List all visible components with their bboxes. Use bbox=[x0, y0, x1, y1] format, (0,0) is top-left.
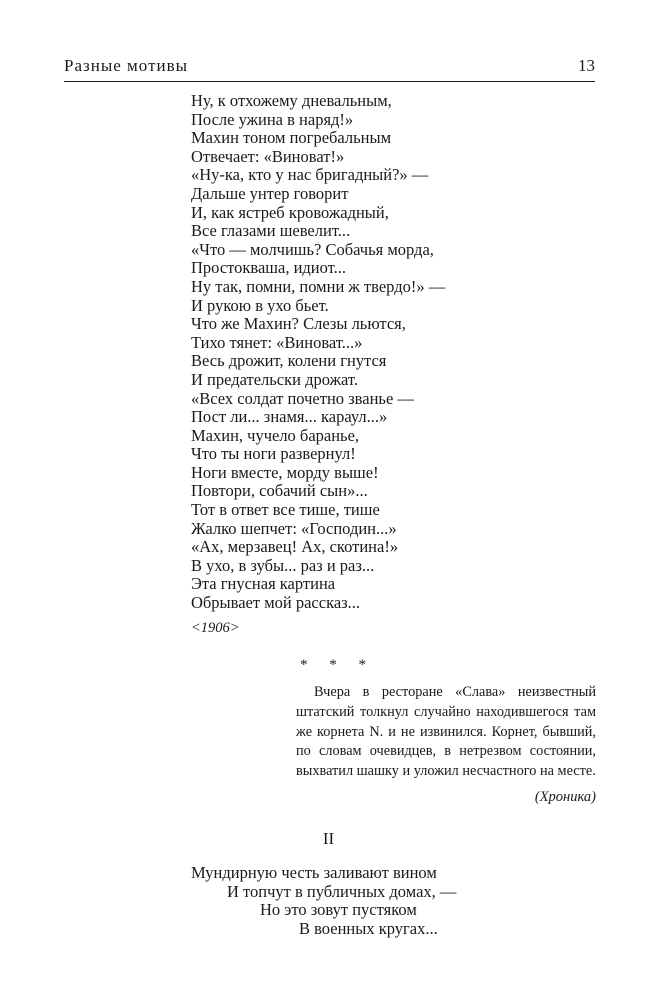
poem-line: Весь дрожит, колени гнутся bbox=[191, 351, 387, 371]
poem-line: Простокваша, идиот... bbox=[191, 258, 347, 278]
poem-line: Махин, чучело баранье, bbox=[191, 425, 360, 445]
poem-line: Мундирную честь заливают вином bbox=[191, 863, 437, 882]
poem-line: Что ты ноги развернул! bbox=[191, 444, 356, 464]
page-number: 13 bbox=[578, 56, 595, 75]
poem-line: В военных кругах... bbox=[299, 918, 438, 938]
poem-line: Повтори, собачий сын»... bbox=[191, 481, 368, 501]
page-header bbox=[64, 56, 595, 80]
poem-line: И, как ястреб кровожадный, bbox=[191, 202, 389, 222]
poem-line: «Что — молчишь? Собачья морда, bbox=[191, 239, 434, 259]
poem-line: И предательски дрожат. bbox=[191, 369, 358, 389]
second-poem bbox=[191, 864, 456, 938]
poem-line: После ужина в наряд!» bbox=[191, 109, 354, 129]
poem-line: Тот в ответ все тише, тише bbox=[191, 500, 380, 520]
poem-line: Что же Махин? Слезы льются, bbox=[191, 314, 406, 334]
section-asterisks: * * * bbox=[300, 657, 375, 673]
poem-line: Отвечает: «Виноват!» bbox=[191, 146, 345, 166]
poem-line: Ноги вместе, морду выше! bbox=[191, 462, 379, 482]
epigraph-source: (Хроника) bbox=[534, 789, 596, 805]
running-title: Разные мотивы bbox=[64, 56, 189, 75]
poem-line: Тихо тянет: «Виноват...» bbox=[191, 332, 363, 352]
epigraph-text: Вчера в ресторане «Слава» неизвестный штатский толкнул случайно находившегося там же корнета N. и не извинился. Корнет, бывший, по словам очевидцев, в нетрезвом состоянии, выхватил шашку и уложил несчастного на месте. bbox=[296, 684, 596, 780]
poem-line: «Всех солдат почетно званье — bbox=[191, 388, 414, 408]
poem-line: Но это зовут пустяком bbox=[260, 900, 417, 920]
poem-line: Пост ли... знамя... караул...» bbox=[191, 407, 388, 427]
poem-line: Ну, к отхожему дневальным, bbox=[191, 91, 392, 110]
poem-line: Жалко шепчет: «Господин...» bbox=[191, 518, 397, 538]
poem bbox=[191, 92, 445, 613]
poem-line: Ну так, помни, помни ж твердо!» — bbox=[191, 276, 446, 296]
poem-line: И рукою в ухо бьет. bbox=[191, 295, 329, 315]
poem-line: В ухо, в зубы... раз и раз... bbox=[191, 555, 375, 575]
poem-line: И топчут в публичных домах, — bbox=[227, 881, 457, 901]
poem-line: Дальше унтер говорит bbox=[191, 183, 349, 203]
poem-line: Все глазами шевелит... bbox=[191, 221, 351, 241]
poem-line: Махин тоном погребальным bbox=[191, 128, 392, 148]
poem-line: «Ах, мерзавец! Ах, скотина!» bbox=[191, 537, 399, 557]
poem-line: «Ну-ка, кто у нас бригадный?» — bbox=[191, 165, 429, 185]
header-rule bbox=[64, 81, 595, 82]
section-number: II bbox=[322, 829, 335, 848]
poem-date: <1906> bbox=[191, 620, 240, 636]
poem-line: Обрывает мой рассказ... bbox=[191, 593, 361, 613]
poem-line: Эта гнусная картина bbox=[191, 574, 336, 594]
